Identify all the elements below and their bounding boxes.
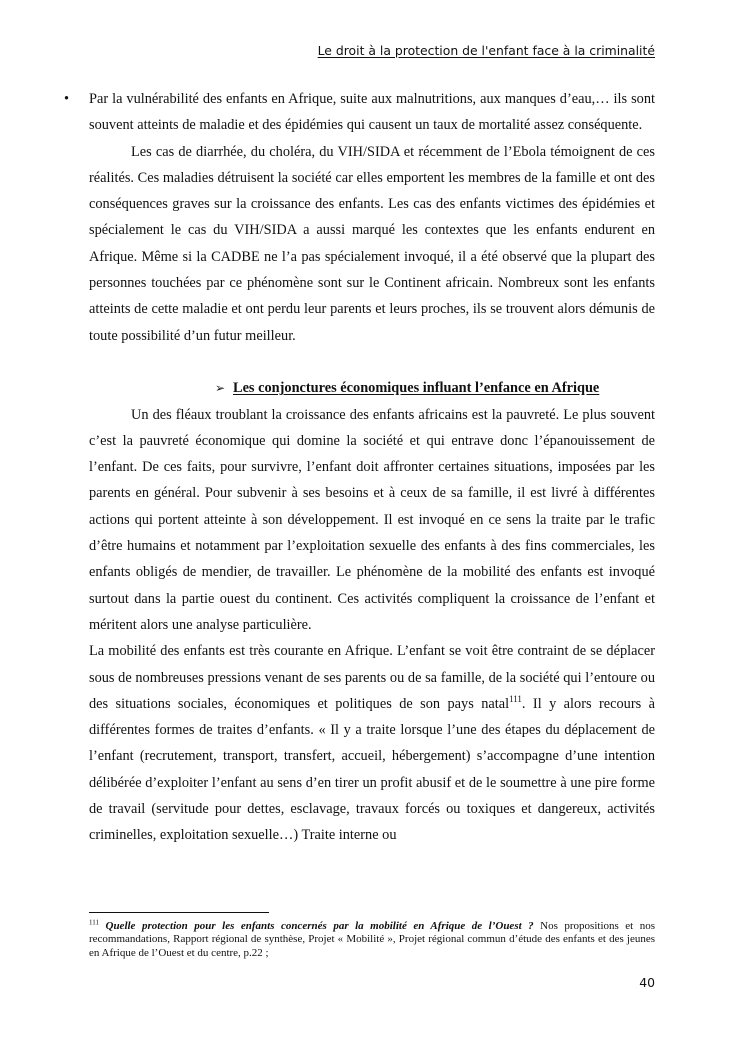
paragraph-mobility: [89, 638, 655, 848]
footnote-number: 111: [89, 918, 99, 927]
footnote-title: Quelle protection pour les enfants concernés par la mobilité en Afrique de l’Ouest ?: [105, 920, 534, 932]
paragraph-mobility-text: La mobilité des enfants est très courante en Afrique. L’enfant se voit être contraint de se déplacer sous de nombreuses pressions venant de ses parents ou de sa famille, de la société qui l’entoure ou des situations sociales, économiques et politiques de son pays natal: [89, 643, 655, 712]
body-text: [64, 86, 655, 849]
footnote-reference[interactable]: 111: [509, 694, 522, 705]
bullet-dot-icon: •: [64, 91, 70, 107]
paragraph-mobility-continued: . Il y alors recours à différentes formes de traites d’enfants. « Il y a traite lorsque l’une des étapes du déplacement de l’enfant (recrutement, transport, transfert, accueil, hébergement) s’accompagne d’une intention délibérée d’exploiter l’enfant au sens d’en tirer un profit abusif et de le soumettre à une pire forme de travail (servitude pour dettes, esclavage, travaux forcés ou toxiques et dangereux, activités criminelles, exploitation sexuelle…) Traite interne ou: [89, 695, 655, 844]
blank-line: [89, 349, 655, 375]
section-heading: [89, 375, 655, 401]
footnote-separator: [89, 912, 269, 913]
paragraph-poverty: Un des fléaux troublant la croissance des enfants africains est la pauvreté. Le plus souvent c’est la pauvreté économique qui domine la société et qui entrave donc l’épanouissement de l’enfant. De ces faits, pour survivre, l’enfant doit affronter certaines situations, imposées par les parents en général. Pour subvenir à ses besoins et à ceux de sa famille, il est livré à différentes actions qui portent atteinte à son développement. Il est invoqué en ce sens la traite par le trafic d’être humains et notamment par l’exploitation sexuelle des enfants à des fins commerciales, les enfants obligés de mendier, de travailler. Le phénomène de la mobilité des enfants est invoqué surtout dans la partie ouest du continent. Ces activités compliquent la croissance de l’enfant et méritent alors une analyse particulière.: [89, 406, 655, 633]
running-header: Le droit à la protection de l'enfant face à la criminalité: [317, 43, 655, 58]
arrow-bullet-icon: ➢: [215, 381, 226, 396]
bullet-item: [64, 86, 655, 139]
bullet-text: Par la vulnérabilité des enfants en Afrique, suite aux malnutritions, aux manques d’eau,… ils sont souvent atteints de maladie et des épidémies qui causent un taux de mortalité assez conséquente.: [89, 91, 655, 134]
paragraph-epidemics: Les cas de diarrhée, du choléra, du VIH/SIDA et récemment de l’Ebola témoignent de ces réalités. Ces maladies détruisent la société car elles emportent les membres de la famille et ont des conséquences graves sur la croissance des enfants. Les cas des enfants victimes des épidémies et spécialement le cas du VIH/SIDA a aussi marqué les contextes que les enfants endurent en Afrique. Même si la CADBE ne l’a pas spécialement invoqué, il a été observé que la plupart des personnes touchées par ce phénomène sont sur le Continent africain. Nombreux sont les enfants atteints de cette maladie et ont perdu leur parents et leurs proches, ils se trouvent alors démunis de toute possibilité d’un futur meilleur.: [89, 143, 655, 344]
footnote: [89, 920, 655, 960]
section-heading-text: Les conjonctures économiques influant l’enfance en Afrique: [233, 380, 600, 397]
footnote-text: Nos propositions et nos recommandations, Rapport régional de synthèse, Projet « Mobilité », Projet régional commun d’étude des enfants et des jeunes en Afrique de l’Ouest et du centre, p.22 ;: [89, 920, 655, 959]
page-number: 40: [639, 975, 655, 990]
